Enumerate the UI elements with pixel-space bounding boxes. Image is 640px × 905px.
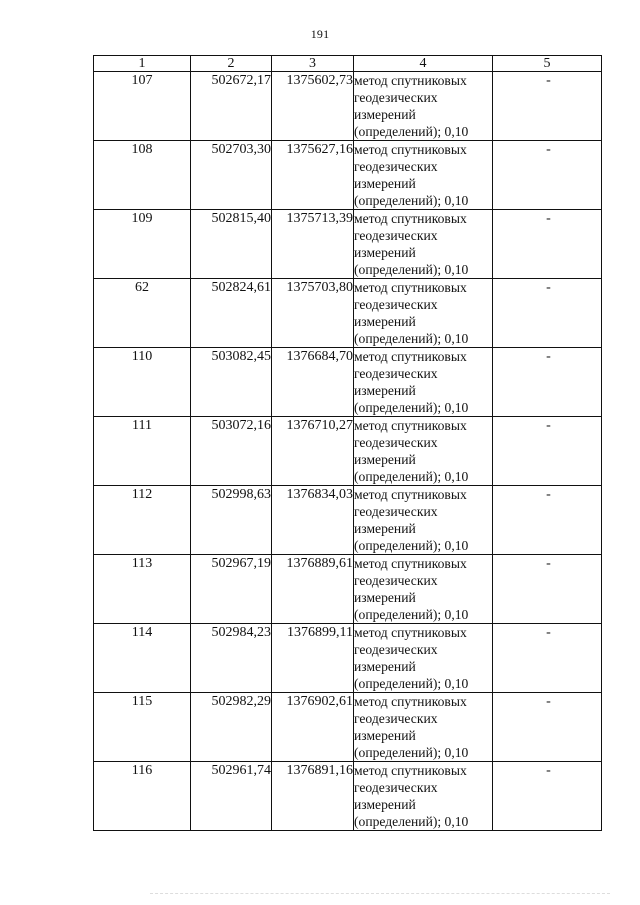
method-line: геодезических bbox=[354, 435, 438, 450]
table-row bbox=[94, 348, 602, 417]
x-coordinate-cell: 502815,40 bbox=[191, 210, 272, 279]
method-line: (определений); 0,10 bbox=[354, 193, 469, 208]
x-coordinate-cell: 502703,30 bbox=[191, 141, 272, 210]
x-coordinate-cell: 503082,45 bbox=[191, 348, 272, 417]
method-cell bbox=[354, 141, 493, 210]
point-number-cell: 109 bbox=[94, 210, 191, 279]
page-number: 191 bbox=[310, 27, 330, 41]
table-row bbox=[94, 624, 602, 693]
x-coordinate-cell: 502961,74 bbox=[191, 762, 272, 831]
table-row bbox=[94, 693, 602, 762]
note-value: - bbox=[546, 694, 551, 709]
point-number-cell: 113 bbox=[94, 555, 191, 624]
method-line: (определений); 0,10 bbox=[354, 469, 469, 484]
method-line: (определений); 0,10 bbox=[354, 745, 469, 760]
method-line: измерений bbox=[354, 107, 416, 122]
method-cell bbox=[354, 72, 493, 141]
method-cell bbox=[354, 693, 493, 762]
y-coordinate-cell: 1376834,03 bbox=[272, 486, 354, 555]
method-cell bbox=[354, 762, 493, 831]
method-line: геодезических bbox=[354, 228, 438, 243]
note-cell bbox=[493, 348, 602, 417]
y-coordinate-cell: 1376891,16 bbox=[272, 762, 354, 831]
table-row bbox=[94, 762, 602, 831]
method-line: (определений); 0,10 bbox=[354, 331, 469, 346]
table-header bbox=[94, 56, 602, 72]
point-number-cell: 110 bbox=[94, 348, 191, 417]
method-line: метод спутниковых bbox=[354, 487, 467, 502]
method-cell bbox=[354, 279, 493, 348]
y-coordinate-cell: 1376889,61 bbox=[272, 555, 354, 624]
method-line: геодезических bbox=[354, 780, 438, 795]
y-coordinate-cell: 1376710,27 bbox=[272, 417, 354, 486]
point-number-cell: 108 bbox=[94, 141, 191, 210]
method-line: (определений); 0,10 bbox=[354, 538, 469, 553]
method-line: (определений); 0,10 bbox=[354, 676, 469, 691]
method-line: геодезических bbox=[354, 642, 438, 657]
method-line: метод спутниковых bbox=[354, 349, 467, 364]
point-number-cell: 62 bbox=[94, 279, 191, 348]
point-number-cell: 115 bbox=[94, 693, 191, 762]
note-cell bbox=[493, 210, 602, 279]
note-value: - bbox=[546, 73, 551, 88]
x-coordinate-cell: 503072,16 bbox=[191, 417, 272, 486]
method-line: измерений bbox=[354, 797, 416, 812]
method-line: метод спутниковых bbox=[354, 280, 467, 295]
header-row bbox=[94, 56, 602, 72]
note-cell bbox=[493, 141, 602, 210]
y-coordinate-cell: 1375602,73 bbox=[272, 72, 354, 141]
method-line: измерений bbox=[354, 590, 416, 605]
note-cell bbox=[493, 624, 602, 693]
method-line: (определений); 0,10 bbox=[354, 124, 469, 139]
point-number-cell: 111 bbox=[94, 417, 191, 486]
point-number-cell: 112 bbox=[94, 486, 191, 555]
table-row bbox=[94, 72, 602, 141]
x-coordinate-cell: 502967,19 bbox=[191, 555, 272, 624]
note-value: - bbox=[546, 211, 551, 226]
method-line: измерений bbox=[354, 521, 416, 536]
header-col-1: 1 bbox=[94, 56, 191, 72]
table-row bbox=[94, 555, 602, 624]
method-line: метод спутниковых bbox=[354, 694, 467, 709]
point-number-cell: 107 bbox=[94, 72, 191, 141]
method-line: геодезических bbox=[354, 366, 438, 381]
note-value: - bbox=[546, 556, 551, 571]
method-line: измерений bbox=[354, 176, 416, 191]
coordinates-table bbox=[93, 55, 602, 831]
method-line: метод спутниковых bbox=[354, 418, 467, 433]
method-line: измерений bbox=[354, 383, 416, 398]
method-line: измерений bbox=[354, 659, 416, 674]
point-number-cell: 116 bbox=[94, 762, 191, 831]
x-coordinate-cell: 502982,29 bbox=[191, 693, 272, 762]
table-row bbox=[94, 210, 602, 279]
note-cell bbox=[493, 486, 602, 555]
method-cell bbox=[354, 210, 493, 279]
note-value: - bbox=[546, 142, 551, 157]
y-coordinate-cell: 1375713,39 bbox=[272, 210, 354, 279]
method-line: геодезических bbox=[354, 573, 438, 588]
y-coordinate-cell: 1375627,16 bbox=[272, 141, 354, 210]
method-line: геодезических bbox=[354, 159, 438, 174]
table-row bbox=[94, 279, 602, 348]
note-cell bbox=[493, 555, 602, 624]
y-coordinate-cell: 1376902,61 bbox=[272, 693, 354, 762]
method-line: метод спутниковых bbox=[354, 763, 467, 778]
method-line: (определений); 0,10 bbox=[354, 262, 469, 277]
header-col-4: 4 bbox=[354, 56, 493, 72]
method-line: метод спутниковых bbox=[354, 625, 467, 640]
point-number-cell: 114 bbox=[94, 624, 191, 693]
method-line: метод спутниковых bbox=[354, 211, 467, 226]
method-line: геодезических bbox=[354, 711, 438, 726]
note-value: - bbox=[546, 349, 551, 364]
header-col-5: 5 bbox=[493, 56, 602, 72]
note-cell bbox=[493, 762, 602, 831]
table-body bbox=[94, 72, 602, 831]
method-line: метод спутниковых bbox=[354, 142, 467, 157]
x-coordinate-cell: 502998,63 bbox=[191, 486, 272, 555]
note-cell bbox=[493, 417, 602, 486]
note-value: - bbox=[546, 487, 551, 502]
table-row bbox=[94, 486, 602, 555]
method-line: метод спутниковых bbox=[354, 556, 467, 571]
method-line: геодезических bbox=[354, 504, 438, 519]
method-cell bbox=[354, 555, 493, 624]
method-cell bbox=[354, 417, 493, 486]
note-cell bbox=[493, 72, 602, 141]
note-value: - bbox=[546, 625, 551, 640]
header-col-2: 2 bbox=[191, 56, 272, 72]
method-line: измерений bbox=[354, 728, 416, 743]
header-col-3: 3 bbox=[272, 56, 354, 72]
method-cell bbox=[354, 624, 493, 693]
table-row bbox=[94, 417, 602, 486]
method-line: геодезических bbox=[354, 90, 438, 105]
note-value: - bbox=[546, 280, 551, 295]
scan-footer-noise bbox=[150, 893, 610, 900]
y-coordinate-cell: 1376899,11 bbox=[272, 624, 354, 693]
method-line: измерений bbox=[354, 314, 416, 329]
x-coordinate-cell: 502824,61 bbox=[191, 279, 272, 348]
method-line: (определений); 0,10 bbox=[354, 607, 469, 622]
x-coordinate-cell: 502672,17 bbox=[191, 72, 272, 141]
note-value: - bbox=[546, 418, 551, 433]
note-value: - bbox=[546, 763, 551, 778]
method-line: (определений); 0,10 bbox=[354, 400, 469, 415]
method-line: измерений bbox=[354, 245, 416, 260]
y-coordinate-cell: 1375703,80 bbox=[272, 279, 354, 348]
note-cell bbox=[493, 279, 602, 348]
x-coordinate-cell: 502984,23 bbox=[191, 624, 272, 693]
method-line: геодезических bbox=[354, 297, 438, 312]
method-cell bbox=[354, 348, 493, 417]
method-cell bbox=[354, 486, 493, 555]
method-line: метод спутниковых bbox=[354, 73, 467, 88]
method-line: измерений bbox=[354, 452, 416, 467]
y-coordinate-cell: 1376684,70 bbox=[272, 348, 354, 417]
note-cell bbox=[493, 693, 602, 762]
table-row bbox=[94, 141, 602, 210]
method-line: (определений); 0,10 bbox=[354, 814, 469, 829]
